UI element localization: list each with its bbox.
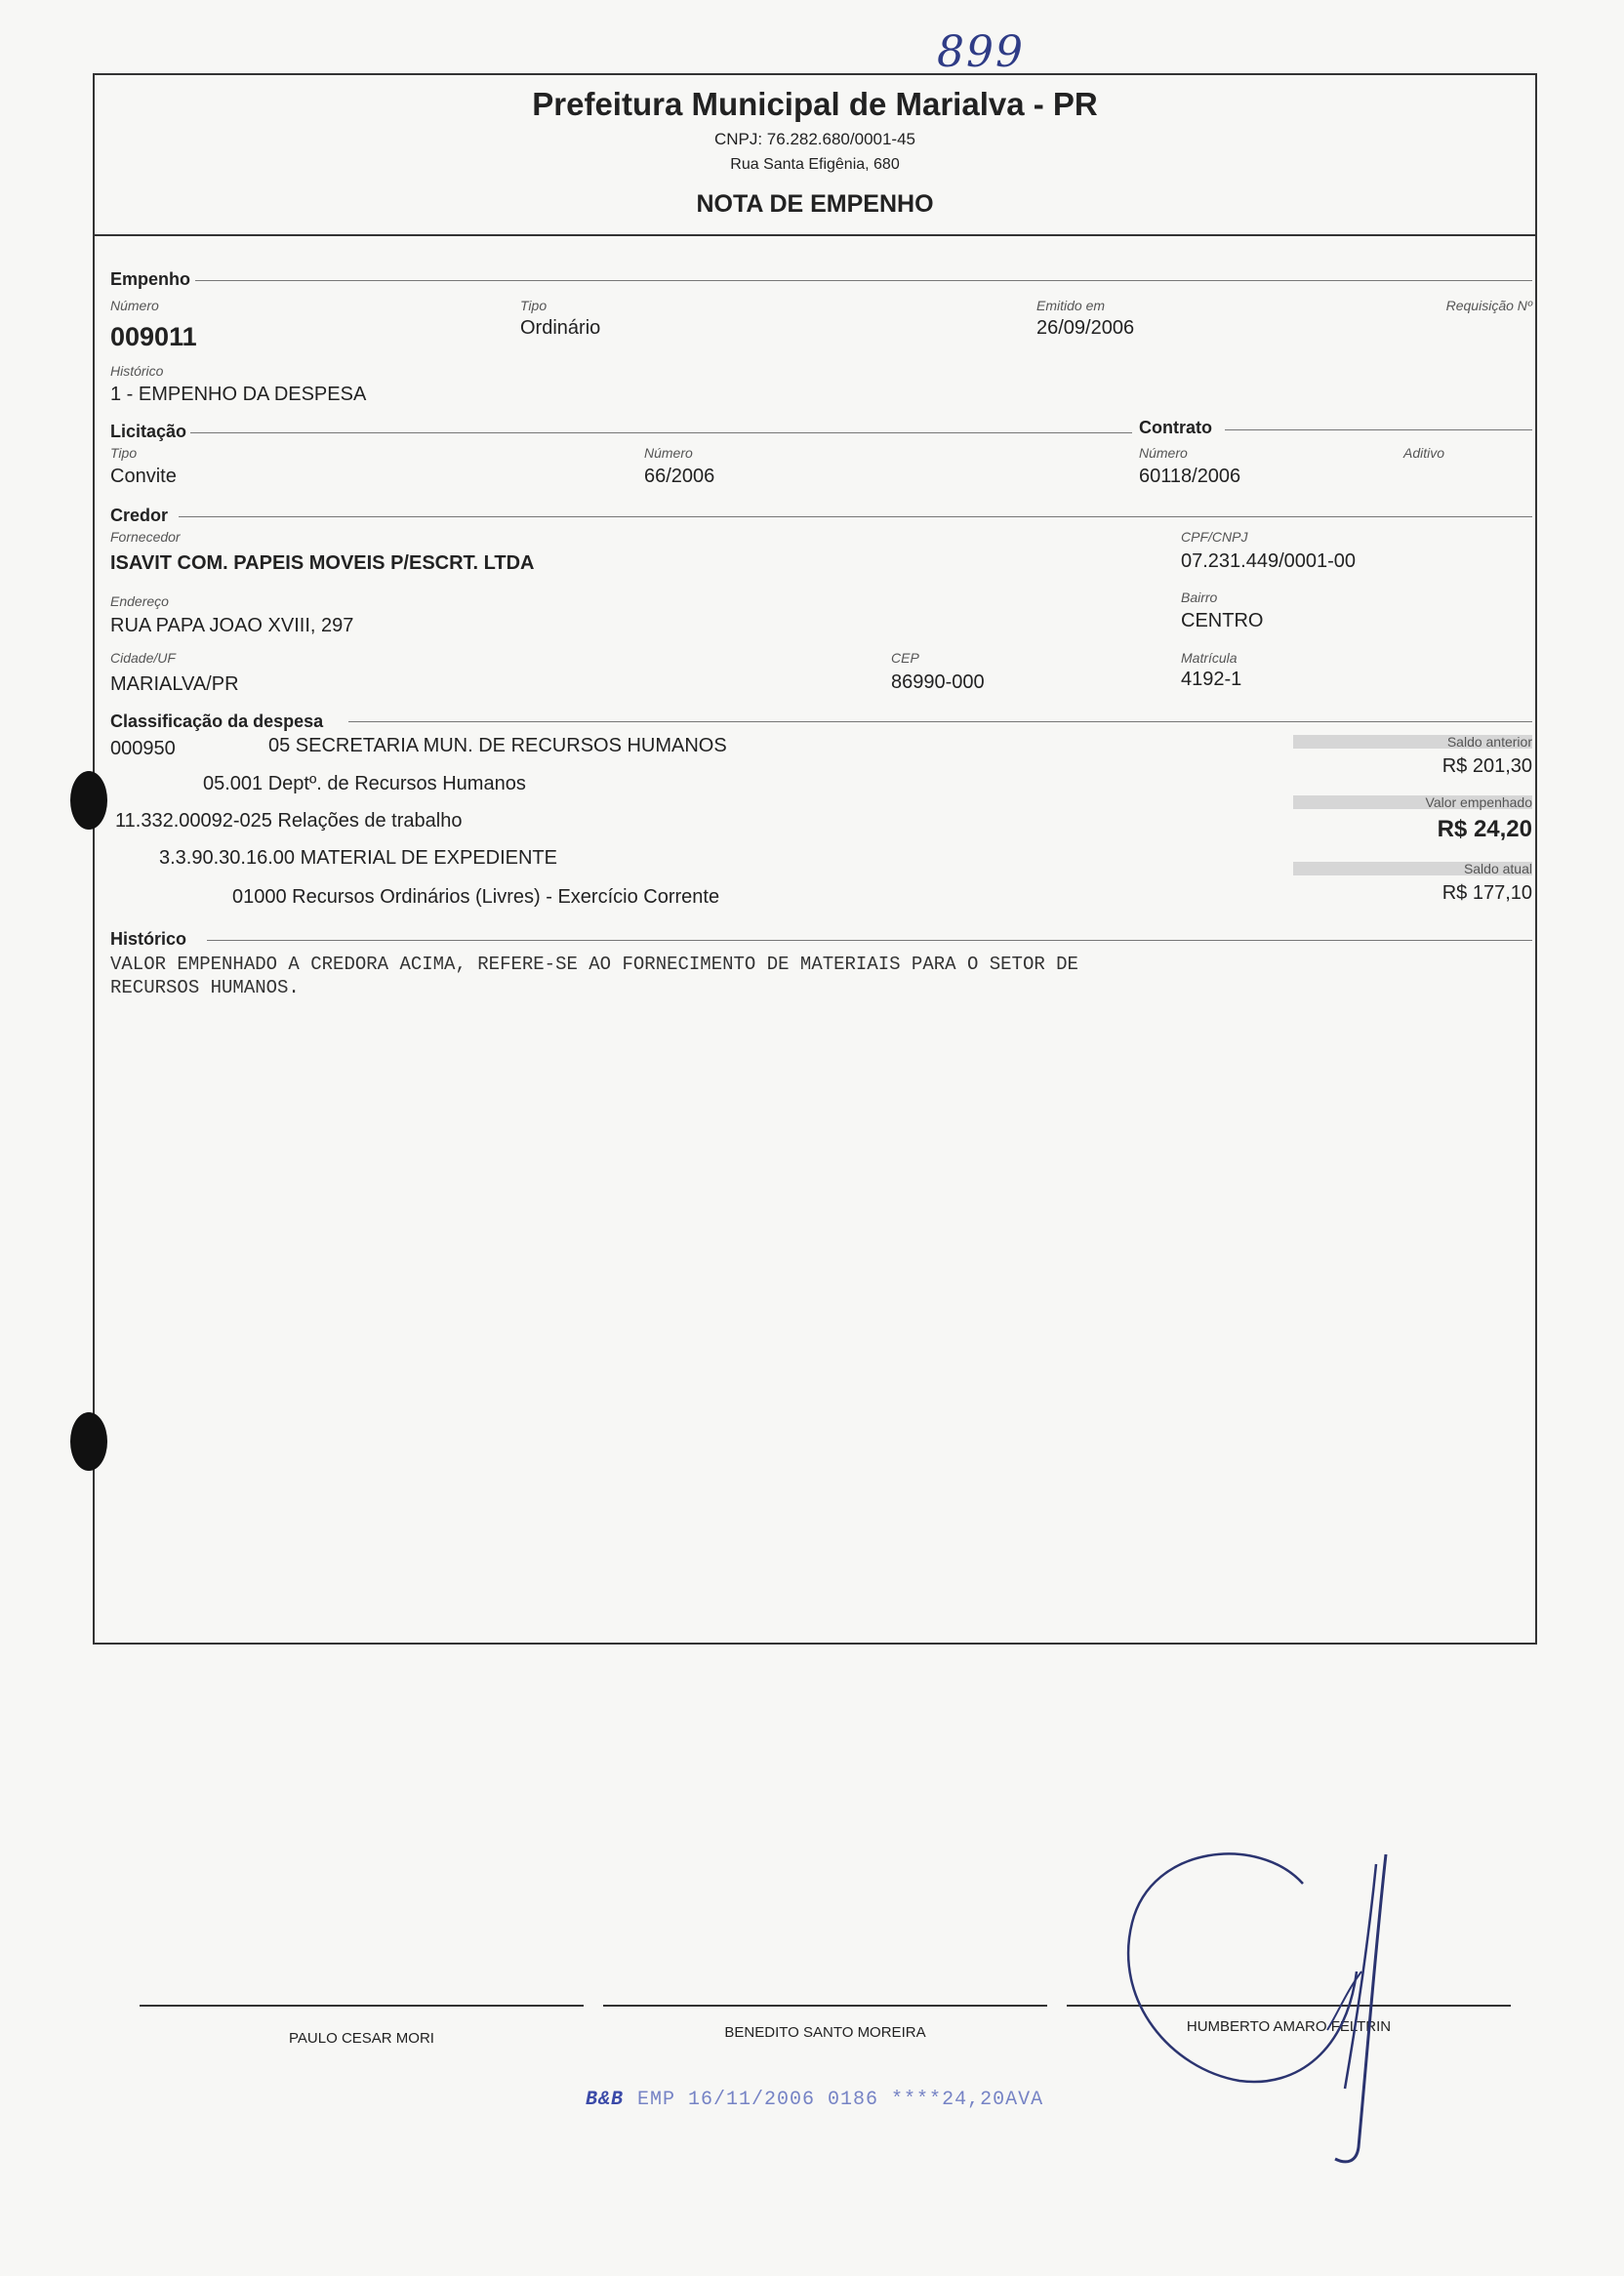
contrato-numero: 60118/2006 xyxy=(1139,466,1241,487)
divider xyxy=(348,721,1532,722)
municipality-cnpj: CNPJ: 76.282.680/0001-45 xyxy=(713,130,916,148)
historico-line-2: RECURSOS HUMANOS. xyxy=(110,977,300,998)
emitido-label: Emitido em xyxy=(1036,298,1106,313)
endereco: RUA PAPA JOAO XVIII, 297 xyxy=(110,615,354,636)
empenho-historico: 1 - EMPENHO DA DESPESA xyxy=(110,384,367,405)
contrato-numero-label: Número xyxy=(1139,445,1188,461)
section-empenho: Empenho xyxy=(110,269,191,289)
divider xyxy=(195,280,1532,281)
bairro-label: Bairro xyxy=(1181,589,1218,605)
empenho-numero: 009011 xyxy=(110,322,197,351)
licitacao-numero-label: Número xyxy=(644,445,693,461)
header-divider xyxy=(93,234,1537,236)
stamp-text: EMP 16/11/2006 0186 ****24,20AVA xyxy=(637,2089,1044,2111)
empenho-tipo-label: Tipo xyxy=(520,298,548,313)
municipality-title: Prefeitura Municipal de Marialva - PR xyxy=(532,86,1098,122)
signatory-2: BENEDITO SANTO MOREIRA xyxy=(724,2024,926,2041)
section-historico: Histórico xyxy=(110,929,187,949)
document-title: NOTA DE EMPENHO xyxy=(696,190,934,218)
handwritten-signature xyxy=(1113,1825,1405,2176)
signature-line xyxy=(140,2005,584,2007)
valor-empenhado-label: Valor empenhado xyxy=(1425,794,1532,810)
endereco-label: Endereço xyxy=(110,593,169,609)
handwritten-page-number: 899 xyxy=(937,27,1025,77)
classificacao-secretaria: 05 SECRETARIA MUN. DE RECURSOS HUMANOS xyxy=(268,735,727,756)
section-credor: Credor xyxy=(110,506,169,525)
divider xyxy=(179,516,1532,517)
empenho-historico-label: Histórico xyxy=(110,363,164,379)
cep-label: CEP xyxy=(891,650,919,666)
licitacao-tipo-label: Tipo xyxy=(110,445,138,461)
matricula-label: Matrícula xyxy=(1181,650,1238,666)
saldo-anterior-label: Saldo anterior xyxy=(1446,734,1532,750)
classificacao-elemento: 3.3.90.30.16.00 MATERIAL DE EXPEDIENTE xyxy=(159,847,557,869)
cidade: MARIALVA/PR xyxy=(110,673,239,695)
emitido-date: 26/09/2006 xyxy=(1036,317,1135,339)
saldo-atual-value: R$ 177,10 xyxy=(1441,882,1532,904)
classificacao-code: 000950 xyxy=(110,738,176,759)
signatory-1: PAULO CESAR MORI xyxy=(289,2030,434,2047)
fornecedor-label: Fornecedor xyxy=(110,529,181,545)
licitacao-tipo: Convite xyxy=(110,466,177,487)
licitacao-numero: 66/2006 xyxy=(644,466,715,487)
historico-line-1: VALOR EMPENHADO A CREDORA ACIMA, REFERE-SE AO FORNECIMENTO DE MATERIAIS PARA O SETOR DE xyxy=(110,954,1078,975)
signatory-3: HUMBERTO AMARO FELTRIN xyxy=(1186,2018,1392,2035)
classificacao-recurso: 01000 Recursos Ordinários (Livres) - Exercício Corrente xyxy=(232,886,720,908)
valor-empenhado-value: R$ 24,20 xyxy=(1437,816,1532,842)
classificacao-funcional: 11.332.00092-025 Relações de trabalho xyxy=(115,810,463,832)
bairro: CENTRO xyxy=(1181,610,1264,631)
empenho-numero-label: Número xyxy=(110,298,159,313)
cep: 86990-000 xyxy=(891,671,985,693)
stamp-logo: B&B xyxy=(586,2089,625,2111)
cpf-cnpj: 07.231.449/0001-00 xyxy=(1181,550,1357,572)
municipality-address: Rua Santa Efigênia, 680 xyxy=(730,156,900,173)
punch-hole xyxy=(70,771,107,830)
divider xyxy=(190,432,1132,433)
empenho-tipo: Ordinário xyxy=(520,317,601,339)
bank-stamp xyxy=(586,2089,1043,2111)
classificacao-departamento: 05.001 Deptº. de Recursos Humanos xyxy=(203,773,526,794)
punch-hole xyxy=(70,1412,107,1471)
contrato-aditivo-label: Aditivo xyxy=(1403,445,1445,461)
divider xyxy=(1225,429,1532,430)
fornecedor-name: ISAVIT COM. PAPEIS MOVEIS P/ESCRT. LTDA xyxy=(110,552,535,574)
section-classificacao: Classificação da despesa xyxy=(110,711,324,731)
requisicao-label: Requisição Nº xyxy=(1445,298,1532,313)
matricula: 4192-1 xyxy=(1181,669,1242,690)
section-licitacao: Licitação xyxy=(110,422,187,441)
section-contrato: Contrato xyxy=(1139,418,1212,437)
saldo-anterior-value: R$ 201,30 xyxy=(1441,755,1532,777)
cpf-cnpj-label: CPF/CNPJ xyxy=(1181,529,1248,545)
saldo-atual-label: Saldo atual xyxy=(1463,861,1532,876)
signature-line xyxy=(603,2005,1047,2007)
divider xyxy=(207,940,1532,941)
cidade-label: Cidade/UF xyxy=(110,650,176,666)
